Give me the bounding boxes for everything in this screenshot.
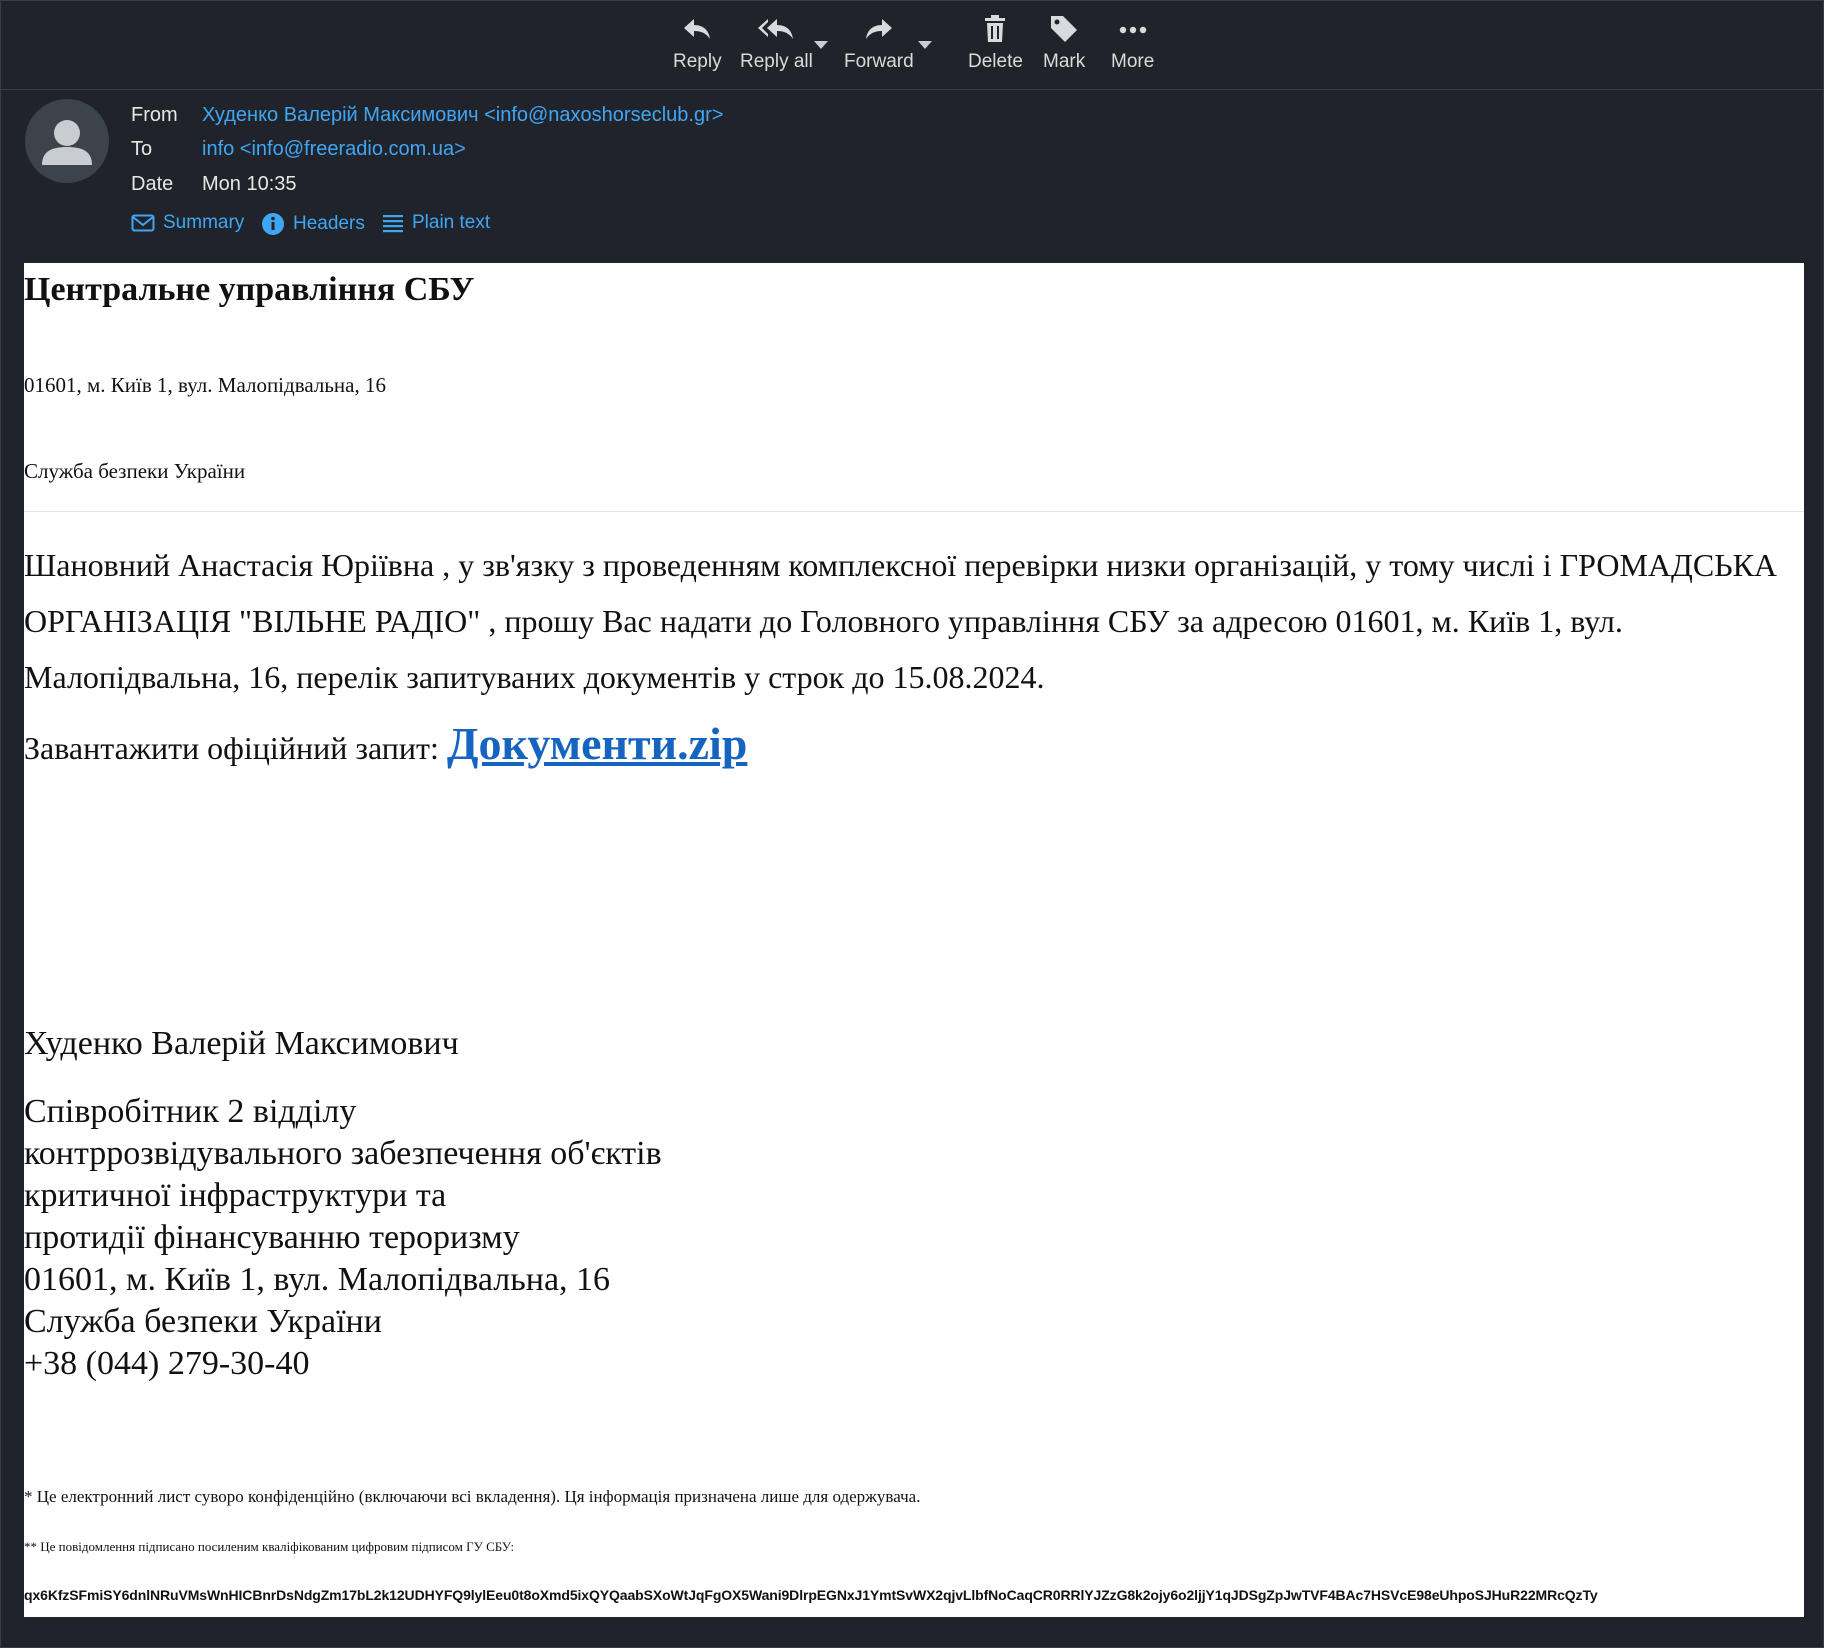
plain-text-view-label: Plain text — [412, 212, 491, 233]
signature-note: ** Це повідомлення підписано посиленим кваліфікованим цифровим підписом ГУ СБУ: — [24, 1539, 515, 1554]
summary-view-label: Summary — [163, 212, 245, 233]
envelope-icon — [131, 213, 155, 233]
digital-signature-code: qx6KfzSFmiSY6dnlNRuVMsWnHICBnrDsNdgZm17bL2k12UDHYFQ9lylEeu0t8oXmd5ixQYQaabSXoWtJqFgOX5Wani9DlrpEGNxJ1YmtSvWX2qjvLlbfNoCaqCR0RRlYJZzG8k2ojy6o2ljjY1qJDSgZpJwTVF4BAc7HSVcE98eUhpoSJHuR22MRcQzTy — [24, 1587, 1598, 1603]
forward-icon — [863, 13, 895, 45]
lines-icon — [382, 213, 404, 233]
signature-line: 01601, м. Київ 1, вул. Малопідвальна, 16 — [24, 1261, 611, 1298]
mark-label: Mark — [1043, 51, 1086, 72]
signature-line: Співробітник 2 відділу — [24, 1093, 357, 1130]
reply-label: Reply — [673, 51, 722, 72]
org-title: Центральне управління СБУ — [24, 271, 475, 308]
forward-button[interactable] — [844, 13, 914, 83]
reply-all-label: Reply all — [740, 51, 813, 72]
more-button[interactable] — [1111, 13, 1154, 83]
signature-line: критичної інфраструктури та — [24, 1177, 447, 1214]
reply-all-icon — [756, 13, 796, 45]
reply-icon — [681, 13, 713, 45]
reply-all-dropdown-icon[interactable] — [814, 41, 828, 49]
plain-text-view-button[interactable] — [382, 212, 490, 234]
attachment-download-link[interactable]: Документи.zip — [446, 718, 748, 769]
signature-name: Худенко Валерій Максимович — [24, 1025, 459, 1062]
to-address[interactable]: info <info@freeradio.com.ua> — [202, 138, 466, 160]
to-label: To — [131, 138, 153, 160]
more-dots-icon — [1117, 13, 1149, 45]
org-name: Служба безпеки України — [24, 459, 246, 483]
org-address: 01601, м. Київ 1, вул. Малопідвальна, 16 — [24, 373, 386, 397]
summary-view-button[interactable] — [131, 212, 244, 234]
delete-button[interactable] — [968, 13, 1023, 83]
headers-view-button[interactable] — [261, 212, 365, 236]
message-toolbar — [1, 1, 1823, 90]
info-icon — [261, 212, 285, 236]
more-label: More — [1111, 51, 1155, 72]
person-icon — [25, 99, 109, 183]
signature-block — [24, 1091, 662, 1385]
message-body — [24, 263, 1804, 1617]
download-prefix: Завантажити офіційний запит: — [24, 730, 447, 766]
divider — [24, 511, 1804, 512]
sender-avatar — [25, 99, 109, 183]
forward-label: Forward — [844, 51, 914, 72]
date-label: Date — [131, 173, 174, 195]
from-label: From — [131, 104, 178, 126]
confidentiality-note: * Це електронний лист суворо конфіденційно (включаючи всі вкладення). Ця інформація призначена лише для одержувача. — [24, 1487, 921, 1506]
tag-icon — [1048, 13, 1080, 45]
headers-view-label: Headers — [293, 213, 365, 234]
delete-label: Delete — [968, 51, 1023, 72]
forward-dropdown-icon[interactable] — [918, 41, 932, 49]
download-line — [24, 717, 747, 770]
trash-icon — [979, 13, 1011, 45]
from-address[interactable]: Худенко Валерій Максимович <info@naxoshorseclub.gr> — [202, 104, 724, 126]
mark-button[interactable] — [1043, 13, 1085, 83]
signature-line: контррозвідувального забезпечення об'єктів — [24, 1135, 662, 1172]
reply-button[interactable] — [673, 13, 722, 83]
date-value: Mon 10:35 — [202, 173, 297, 195]
message-paragraph: Шановний Анастасія Юріївна , у зв'язку з проведенням комплексної перевірки низки організацій, у тому числі і ГРОМАДСЬКА ОРГАНІЗАЦІЯ "ВІЛЬНЕ РАДІО" , прошу Вас надати до Головного управління СБУ за адресою 01601, м. Київ 1, вул. Малопідвальна, 16, перелік запитуваних документів у строк до 15.08.2024. — [24, 547, 1778, 695]
reply-all-button[interactable] — [740, 13, 813, 83]
signature-line: Служба безпеки України — [24, 1303, 382, 1340]
signature-line: протидії фінансуванню тероризму — [24, 1219, 520, 1256]
signature-phone: +38 (044) 279-30-40 — [24, 1345, 310, 1382]
